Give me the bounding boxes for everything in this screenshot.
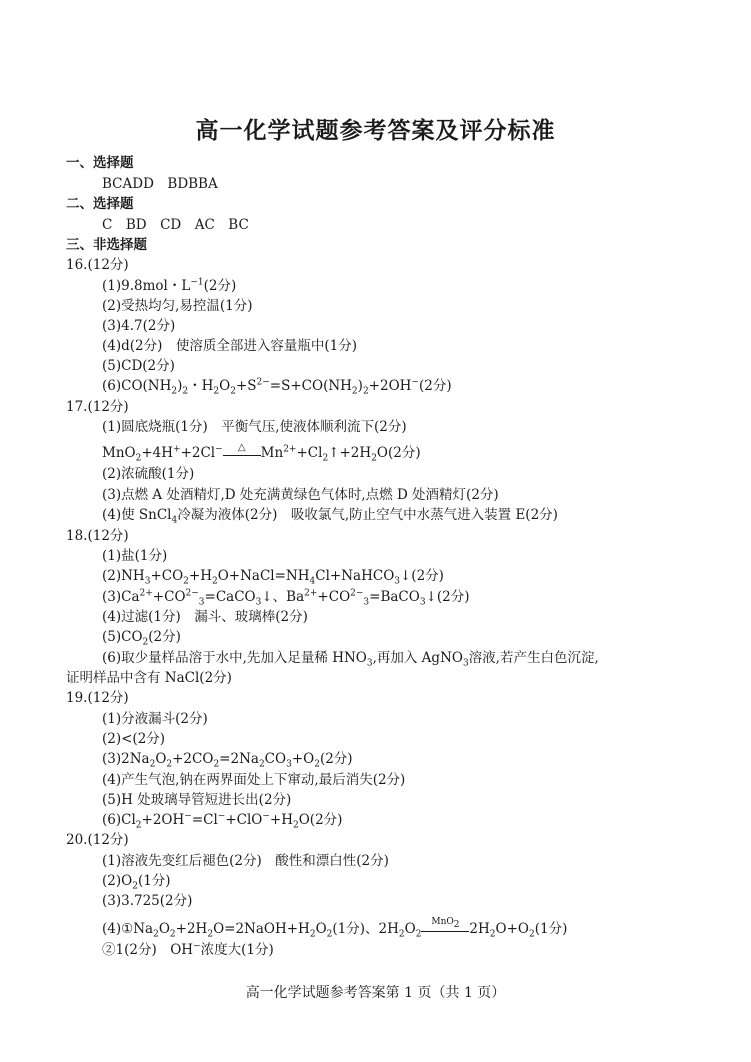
q19-header: 19.(12分) <box>66 690 129 706</box>
q17-header: 17.(12分) <box>66 399 129 415</box>
q16-line-3: (3)4.7(2分) <box>102 318 176 334</box>
q18-header: 18.(12分) <box>66 528 129 544</box>
q16-line-6: $(6)CO(NH_2)_2$・$H_2O_2+S^{2-}=S+CO(NH_2)_2+2OH^-(2$分) <box>102 377 452 397</box>
q20-line-1: (1)溶液先变红后褪色(2分) 酸性和漂白性(2分) <box>102 853 389 869</box>
q20-line-2: $(2)O_2(1$分) <box>102 873 171 892</box>
q20-line-5: ②1(2分) OH−浓度大(1分) <box>102 941 274 958</box>
q16-line-1: (1)9.8mol・$L^{-1}(2$分) <box>102 277 237 294</box>
section-2-answers: C BD CD AC BC <box>102 217 249 233</box>
q20-line-4: $(4)①Na_2O_2+2H_2O=2NaOH+H_2O_2(1$分)、$2H_2O_2$ MnO$_2$ $2H_2O+O_2(1$分) <box>102 916 568 940</box>
q19-line-2: (2)<(2分) <box>102 731 166 747</box>
page-title: 高一化学试题参考答案及评分标准 <box>195 117 556 144</box>
q19-line-3: $(3)2Na_2O_2+2CO_2=2Na_2CO_3+O_2(2$分) <box>102 751 353 770</box>
q20-header: 20.(12分) <box>66 832 129 848</box>
q18-line-6: (6)取少量样品溶于水中,先加入足量稀 $HNO_3$,再加入 AgNO$_3$溶液,若产生白色沉淀, <box>102 650 599 669</box>
q18-line-2: $(2)NH_3+CO_2+H_2O+NaCl=NH_4Cl+NaHCO_3↓(2$分) <box>102 568 444 587</box>
q18-line-4: (4)过滤(1分) 漏斗、玻璃棒(2分) <box>102 609 308 625</box>
section-3-heading: 三、非选择题 <box>66 237 147 253</box>
q18-line-7: 证明样品中含有 NaCl(2分) <box>66 670 232 686</box>
q19-line-6: $(6)Cl_2+2OH^-=Cl^-+ClO^-+H_2O(2$分) <box>102 811 343 831</box>
q17-line-4: (4)使 SnCl$_4$冷凝为液体(2分) 吸收氯气,防止空气中水蒸气进入装置 E(2分) <box>102 507 558 526</box>
q16-line-2: (2)受热均匀,易控温(1分) <box>102 298 253 314</box>
page-footer: 高一化学试题参考答案第 1 页（共 1 页） <box>245 985 506 1001</box>
q19-line-4: (4)产生气泡,钠在两界面处上下窜动,最后消失(2分) <box>102 772 406 788</box>
q17-line-3: (3)点燃 A 处酒精灯,D 处充满黄绿色气体时,点燃 D 处酒精灯(2分) <box>102 487 499 503</box>
q16-header: 16.(12分) <box>66 257 129 273</box>
reaction-arrow: △ <box>223 452 261 456</box>
q17-line-2: (2)浓硫酸(1分) <box>102 466 195 482</box>
q20-line-3: (3)3.725(2分) <box>102 893 193 909</box>
section-1-answers: BCADD BDBBA <box>102 176 218 192</box>
q16-line-4: (4)d(2分) 使溶质全部进入容量瓶中(1分) <box>102 338 358 354</box>
q17-equation: MnO$_2$+4H++2Cl− △ $Mn^{2+}+Cl_2↑+2H_2O(2$分) <box>102 441 421 464</box>
q19-line-1: (1)分液漏斗(2分) <box>102 711 208 727</box>
q18-line-1: (1)盐(1分) <box>102 548 168 564</box>
q17-line-1: (1)圆底烧瓶(1分) 平衡气压,使液体顺利流下(2分) <box>102 419 407 435</box>
q18-line-5: $(5)CO_2(2$分) <box>102 629 181 648</box>
q18-line-3: $(3)Ca^{2+}+CO^{2-}_3=CaCO_3↓$、$Ba^{2+}+CO^{2-}_3=BaCO_3↓(2$分) <box>102 588 470 608</box>
section-1-heading: 一、选择题 <box>66 155 134 171</box>
q19-line-5: (5)H 处玻璃导管短进长出(2分) <box>102 792 292 808</box>
section-2-heading: 二、选择题 <box>66 196 134 212</box>
q16-line-5: (5)CD(2分) <box>102 358 175 374</box>
catalyst-arrow: MnO$_2$ <box>421 928 469 932</box>
